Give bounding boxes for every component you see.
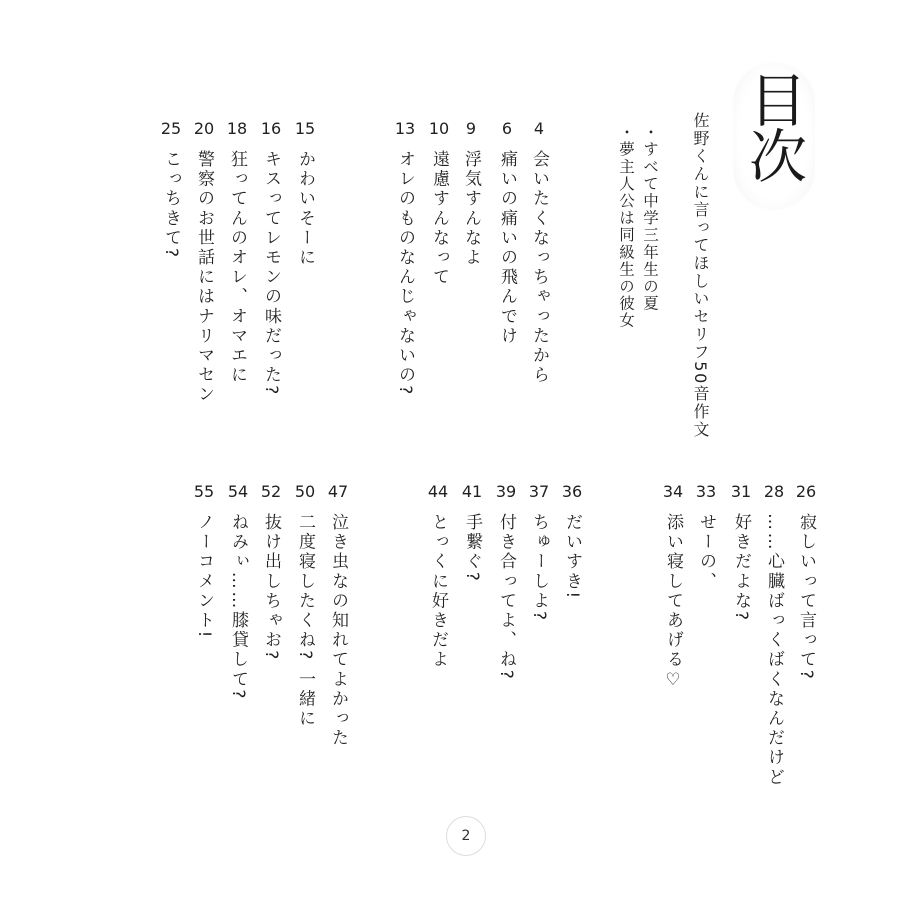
toc-entry[interactable] <box>554 483 590 601</box>
toc-page-number: 36 <box>561 482 583 501</box>
toc-page-number: 55 <box>193 482 215 501</box>
toc-entry[interactable] <box>253 120 289 397</box>
toc-entry[interactable] <box>521 483 557 623</box>
toc-title: 狂ってんのオレ、オマエに <box>227 150 247 386</box>
toc-page-number: 31 <box>730 482 752 501</box>
toc-page-number: 15 <box>294 119 316 138</box>
toc-title: キスってレモンの味だった? <box>261 150 281 397</box>
toc-page-number: 39 <box>495 482 517 501</box>
toc-page-number: 50 <box>294 482 316 501</box>
toc-entry[interactable] <box>756 483 792 787</box>
page-title: 目次 <box>739 70 807 182</box>
toc-page-number: 20 <box>193 119 215 138</box>
toc-entry[interactable] <box>454 483 490 583</box>
toc-title: 警察のお世話にはナリマセン <box>194 150 214 405</box>
toc-page-number: 25 <box>160 119 182 138</box>
toc-title: 二度寝したくね? 一緒に <box>295 513 315 729</box>
toc-title: とっくに好きだよ <box>428 513 448 670</box>
toc-page-number: 6 <box>501 119 513 138</box>
toc-title: 添い寝してあげる♡ <box>663 513 683 693</box>
toc-title: かわいそーに <box>295 150 315 268</box>
toc-entry[interactable] <box>287 120 323 268</box>
toc-page-number: 18 <box>226 119 248 138</box>
toc-page-number: 52 <box>260 482 282 501</box>
toc-title: 痛いの痛いの飛んでけ <box>497 150 517 346</box>
toc-entry[interactable] <box>287 483 323 729</box>
toc-entry[interactable] <box>489 120 525 346</box>
toc-page-number: 33 <box>695 482 717 501</box>
toc-entry[interactable] <box>320 483 356 748</box>
toc-entry[interactable] <box>420 483 456 670</box>
toc-entry[interactable] <box>153 120 189 260</box>
toc-title: オレのものなんじゃないの? <box>395 150 415 397</box>
toc-entry[interactable] <box>219 120 255 385</box>
note-2: ・夢主人公は同級生の彼女 <box>617 124 635 330</box>
toc-title: 泣き虫なの知れてよかった <box>328 513 348 749</box>
toc-title: だいすき! <box>562 513 582 601</box>
toc-title: 浮気すんなよ <box>461 150 481 268</box>
toc-entry[interactable] <box>421 120 457 287</box>
toc-entry[interactable] <box>186 120 222 405</box>
toc-entry[interactable] <box>220 483 256 701</box>
toc-page-number: 10 <box>428 119 450 138</box>
toc-title: 遠慮すんなって <box>429 150 449 288</box>
toc-entry[interactable] <box>387 120 423 397</box>
toc-entry[interactable] <box>453 120 489 268</box>
subtitle: 佐野くんに言ってほしいセリフ50音作文 <box>691 112 710 439</box>
toc-page-number: 28 <box>763 482 785 501</box>
toc-entry[interactable] <box>186 483 222 640</box>
toc-page-number: 41 <box>461 482 483 501</box>
toc-entry[interactable] <box>488 483 524 681</box>
note-1: ・すべて中学三年生の夏 <box>641 124 659 313</box>
toc-title: 抜け出しちゃお? <box>261 513 281 662</box>
toc-title: 寂しいって言って? <box>796 513 816 682</box>
toc-page-number: 37 <box>528 482 550 501</box>
toc-page-number: 54 <box>227 482 249 501</box>
toc-page-number: 47 <box>327 482 349 501</box>
toc-title: ねみぃ……膝貸して? <box>228 513 248 702</box>
toc-entry[interactable] <box>253 483 289 662</box>
toc-entry[interactable] <box>655 483 691 692</box>
toc-entry[interactable] <box>688 483 724 591</box>
toc-page-number: 4 <box>533 119 545 138</box>
toc-title: 手繋ぐ? <box>462 513 482 584</box>
toc-title: 付き合ってよ、ね? <box>496 513 516 682</box>
toc-entry[interactable] <box>521 120 557 385</box>
toc-title: ……心臓ばっくばくなんだけど <box>764 513 784 788</box>
toc-title: こっちきて? <box>161 150 181 260</box>
toc-page-number: 44 <box>427 482 449 501</box>
toc-title: ノーコメント! <box>194 513 214 641</box>
toc-entry[interactable] <box>723 483 759 623</box>
toc-page-number: 16 <box>260 119 282 138</box>
toc-page-number: 26 <box>795 482 817 501</box>
toc-title: せーの、 <box>696 513 716 592</box>
toc-title: 会いたくなっちゃったから <box>529 150 549 386</box>
toc-page-number: 9 <box>465 119 477 138</box>
toc-page-number: 13 <box>394 119 416 138</box>
toc-entry[interactable] <box>788 483 824 681</box>
toc-page-number: 34 <box>662 482 684 501</box>
toc-title: ちゅーしよ? <box>529 513 549 623</box>
toc-title: 好きだよな? <box>731 513 751 623</box>
page-number: 2 <box>446 816 486 856</box>
